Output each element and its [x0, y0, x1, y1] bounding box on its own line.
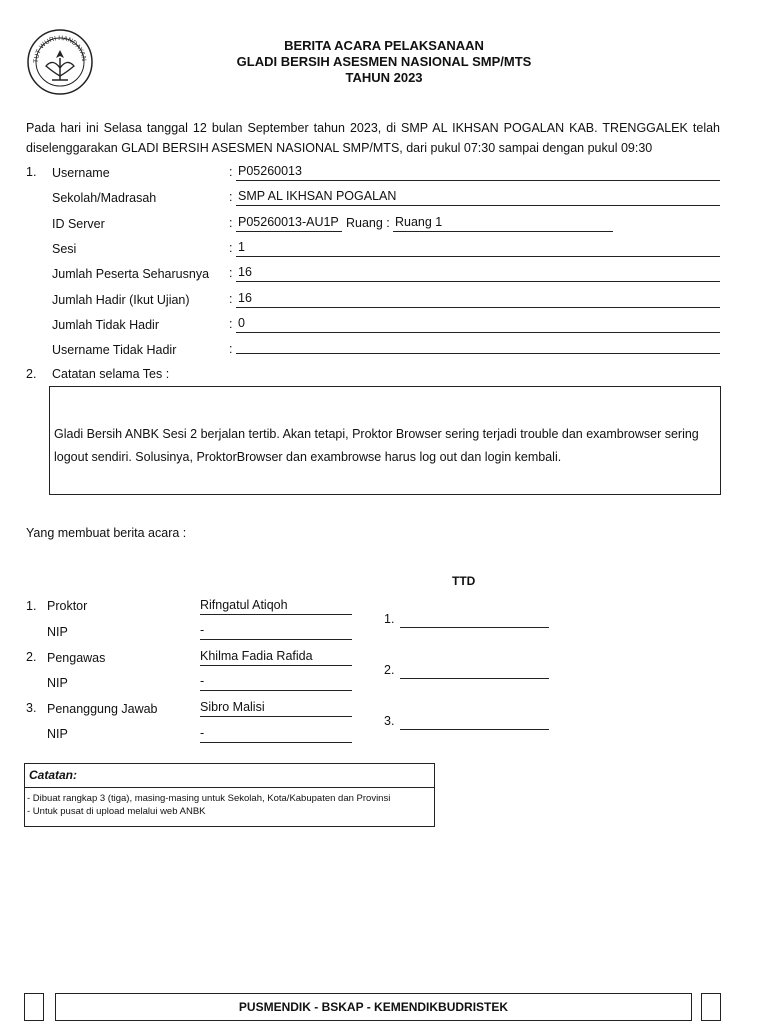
field-colon: : — [229, 165, 233, 179]
section-2-label: Catatan selama Tes : — [52, 367, 170, 381]
section-1-number: 1. — [26, 165, 37, 179]
signature-line — [400, 662, 549, 679]
signer-role: Penanggung Jawab — [47, 702, 158, 716]
field-colon: : — [229, 190, 233, 204]
signer-name: Khilma Fadia Rafida — [200, 649, 352, 666]
signer-number: 1. — [26, 599, 37, 613]
section-2-number: 2. — [26, 367, 37, 381]
catatan-line: - Untuk pusat di upload melalui web ANBK — [27, 806, 206, 817]
field-value — [236, 337, 720, 354]
field-value: P05260013 — [236, 164, 720, 181]
field-colon: : — [229, 241, 233, 255]
field-value: 16 — [236, 265, 720, 282]
signer-nip-label: NIP — [47, 727, 68, 741]
ttd-number: 2. — [384, 663, 395, 677]
signer-name: Rifngatul Atiqoh — [200, 598, 352, 615]
field-label: ID Server — [52, 217, 105, 231]
signers-heading: Yang membuat berita acara : — [26, 526, 187, 540]
ttd-number: 1. — [384, 612, 395, 626]
title-line-1: BERITA ACARA PELAKSANAAN — [284, 38, 484, 53]
signature-line — [400, 713, 549, 730]
field-colon: : — [229, 317, 233, 331]
signer-nip: - — [200, 726, 352, 743]
ruang-value: Ruang 1 — [393, 215, 613, 232]
signer-role: Proktor — [47, 599, 88, 613]
field-label: Sesi — [52, 242, 77, 256]
field-colon: : — [229, 342, 233, 356]
signer-role: Pengawas — [47, 651, 106, 665]
signature-line — [400, 611, 549, 628]
field-colon: : — [229, 266, 233, 280]
catatan-line: - Dibuat rangkap 3 (tiga), masing-masing untuk Sekolah, Kota/Kabupaten dan Provinsi — [27, 793, 391, 804]
footer-banner: PUSMENDIK - BSKAP - KEMENDIKBUDRISTEK — [55, 993, 692, 1021]
title-line-2: GLADI BERSIH ASESMEN NASIONAL SMP/MTS — [236, 54, 532, 69]
field-label: Jumlah Tidak Hadir — [52, 318, 159, 332]
signer-nip: - — [200, 623, 352, 640]
signer-number: 2. — [26, 650, 37, 664]
signer-name: Sibro Malisi — [200, 700, 352, 717]
field-value: 16 — [236, 291, 720, 308]
ttd-label: TTD — [452, 574, 476, 588]
footer-right-box — [701, 993, 721, 1021]
field-label: Username Tidak Hadir — [52, 343, 177, 357]
field-label: Jumlah Peserta Seharusnya — [52, 267, 210, 281]
field-value: P05260013-AU1P — [236, 215, 342, 232]
field-label: Username — [52, 166, 110, 180]
svg-text:TUT WURI HANDAYANI: TUT WURI HANDAYAN — [32, 34, 88, 64]
test-notes-box — [49, 386, 721, 495]
signer-number: 3. — [26, 701, 37, 715]
field-colon: : — [229, 292, 233, 306]
field-value: 1 — [236, 240, 720, 257]
catatan-box — [24, 763, 435, 827]
field-value: SMP AL IKHSAN POGALAN — [236, 189, 720, 206]
signer-nip: - — [200, 674, 352, 691]
signer-nip-label: NIP — [47, 625, 68, 639]
signer-nip-label: NIP — [47, 676, 68, 690]
ruang-label: Ruang : — [346, 216, 390, 230]
field-label: Jumlah Hadir (Ikut Ujian) — [52, 293, 190, 307]
field-label: Sekolah/Madrasah — [52, 191, 157, 205]
title-line-3: TAHUN 2023 — [345, 70, 423, 85]
footer-left-box — [24, 993, 44, 1021]
ttd-number: 3. — [384, 714, 395, 728]
field-colon: : — [229, 216, 233, 230]
catatan-title: Catatan: — [25, 764, 434, 788]
field-value: 0 — [236, 316, 720, 333]
test-notes-text: Gladi Bersih ANBK Sesi 2 berjalan tertib. Akan tetapi, Proktor Browser sering terjadi trouble dan exambrowser sering logout sendiri. Solusinya, ProktorBrowser dan exambrowse harus log out dan login kembali. — [54, 427, 699, 464]
intro-paragraph: Pada hari ini Selasa tanggal 12 bulan September tahun 2023, di SMP AL IKHSAN POGALAN KAB. TRENGGALEK telah diselenggarakan GLADI BERSIH ASESMEN NASIONAL SMP/MTS, dari pukul 07:30 sampai dengan pukul 09:30 — [26, 121, 720, 155]
